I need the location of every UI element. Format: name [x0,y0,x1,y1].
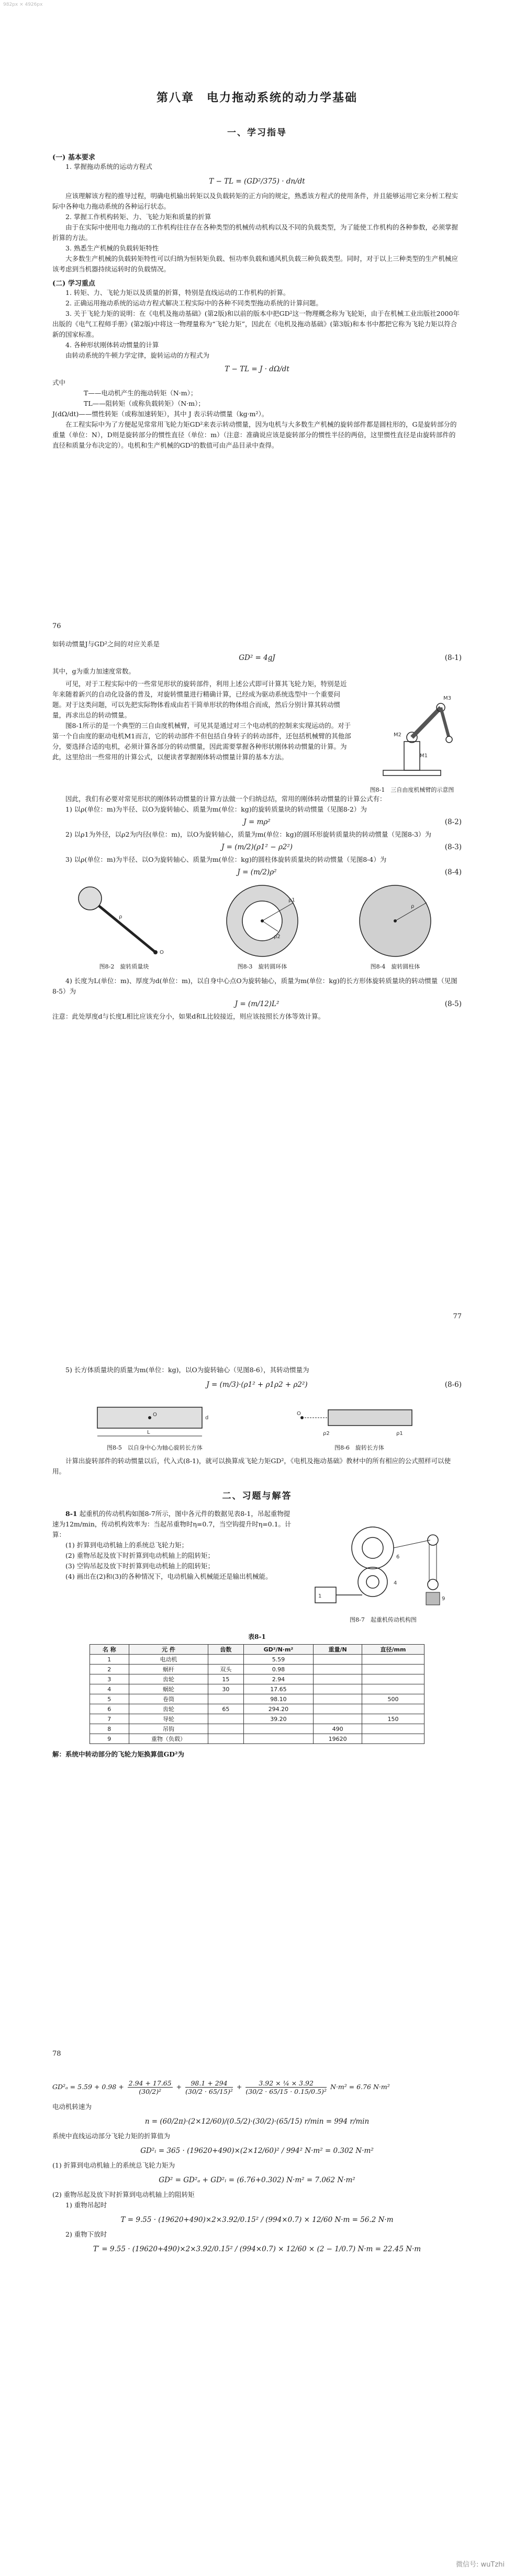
table-cell: 蜗杆 [129,1665,208,1674]
q2-label: (2) 重物吊起及放下时折算到电动机轴上的阻转矩 [52,2191,195,2198]
exercise-8-1 [52,1509,296,1540]
table-cell: 3 [90,1674,129,1684]
page-number-77: 77 [453,1313,462,1320]
table-cell: 重物（负载） [129,1734,208,1744]
table-header-cell: 元 件 [129,1645,208,1655]
table-cell: 490 [314,1724,362,1734]
paragraph-robot-1: 可见，对于工程实际中的一些常见形状的旋转部件，利用上述公式即可计算其飞轮力矩，特别是近年来随着新兴的自动化设备的普及，对旋转惯量进行精确计算，已经成为驱动系统选型中一个重要问题。对于这类问题，可以先把实际物体看成由若干简单形状的物体组合而成，然后分别计算其转动惯量，再求出总的转动惯量。 [52,680,347,719]
equation-8-4: J = (m/2)ρ² (8-4) [237,868,462,876]
paragraph-end: 计算出旋转部件的转动惯量以后，代入式(8-1)，就可以换算成飞轮力矩GD²，《电机及拖动基础》教材中的所有相应的公式照样可以使用。 [52,1457,451,1475]
table-cell: 卷筒 [129,1694,208,1704]
equation-8-6-number: (8-6) [444,1381,462,1389]
definition-J: J(dΩ/dt)——惯性转矩（或称加速转矩），其中 J 表示转动惯量（kg·m²）。 [52,410,269,418]
definition-intro: 式中 [52,379,66,386]
figure-8-3 [210,882,315,971]
linear-part-equation: GD²ₗ = 365 · (19620+490)×(2×12/60)² / 994² N·m² = 0.302 N·m² [140,2147,374,2155]
rotating-bar-drawing [292,1394,428,1441]
figure-8-7-caption: 图8-7 起重机传动机构图 [350,1616,417,1623]
figure-8-6 [292,1394,428,1452]
paragraph-1: 应该理解该方程的推导过程，明确电机输出转矩以及负载转矩的正方向的规定，熟悉该方程式的使用条件，并且能够运用它来分析工程实际中各种电力拖动系统的各种运行状态。 [52,192,459,210]
svg-text:ρ1: ρ1 [288,897,295,903]
table-cell: 9 [90,1734,129,1744]
table-cell: 98.10 [243,1694,314,1704]
table-cell [314,1704,362,1714]
table-cell [314,1655,362,1665]
figure-8-6-caption: 图8-6 旋转长方体 [334,1444,384,1451]
page-3 [21,1245,493,1998]
figure-8-2-caption: 图8-2 旋转质量块 [99,963,149,970]
item-5: 5) 长方体质量块的质量为m(单位：kg)，以O为旋转轴心（见图8-6），其转动惯量为 [65,1366,309,1374]
table-cell [243,1724,314,1734]
q2a-equation: T = 9.55 · (19620+490)×2×3.92/0.15² / (994×0.7) × 12/60 N·m = 56.2 N·m [120,2216,394,2224]
rotating-cylinder-drawing [343,882,448,960]
equation-8-6: J = (m/3)·(ρ1² + ρ1ρ2 + ρ2²) (8-6) [206,1381,462,1389]
table-cell [314,1684,362,1694]
table-row [90,1704,424,1714]
equation-newton: T − TL = J · dΩ/dt [225,365,289,373]
equation-8-1: GD² = 4gJ (8-1) [239,654,462,662]
table-header-cell: GD²/N·m² [243,1645,314,1655]
figure-8-4-caption: 图8-4 旋转圆柱体 [370,963,420,970]
focus-1: 1. 转矩、力、飞轮力矩以及质量的折算，特别是直线运动的工作机构的折算。 [65,289,290,297]
table-cell [362,1674,424,1684]
svg-text:M3: M3 [443,696,451,701]
item-4: 4) 长度为L(单位：m)、厚度为d(单位：m)，以自身中心点O为旋转轴心，质量为m(单位：kg)的长方形体旋转质量块的转动惯量（见图8-5）为 [52,977,457,995]
solution-lead: 解：系统中转动部分的飞轮力矩换算值GD²为 [52,1750,184,1758]
exercise-question-3: (3) 空钩吊起及放下时折算到电动机轴上的阻转矩； [65,1562,215,1570]
svg-text:O: O [296,1411,301,1417]
table-row [90,1655,424,1665]
q2a-label: 1) 重物吊起时 [65,2201,107,2209]
exercise-question-1: (1) 折算到电动机轴上的系统总飞轮力矩； [65,1541,188,1549]
table-row [90,1674,424,1684]
q2b-label: 2) 重物下放时 [65,2230,107,2238]
figure-8-4 [343,882,448,971]
definition-T: T——电动机产生的拖动转矩（N·m）； [84,389,197,397]
focus-4: 4. 各种形状刚体转动惯量的计算 [65,341,159,349]
table-cell: 30 [208,1684,243,1694]
table-header-cell: 直径/mm [362,1645,424,1655]
svg-text:1: 1 [318,1593,322,1599]
table-row [90,1714,424,1724]
rotating-mass-drawing [66,882,182,960]
paragraph-g: 其中，g为重力加速度常数。 [52,667,136,675]
linear-part-label: 系统中直线运动部分飞轮力矩的折算值为 [52,2132,171,2140]
svg-text:6: 6 [396,1554,400,1560]
table-cell: 6 [90,1704,129,1714]
table-cell [208,1714,243,1724]
equation-8-5: J = (m/12)L² (8-5) [234,1000,462,1008]
motor-speed-label: 电动机转速为 [52,2103,92,2111]
table-header-cell: 名 称 [90,1645,129,1655]
note: 注意：此处厚度d与长度L相比应该充分小，如果d和L比较接近，则应该按照长方体等效计算。 [52,1012,325,1020]
focus-3: 3. 关于飞轮力矩的说明：在《电机及拖动基础》(第2版)和以前的版本中把GD²这一物理概念称为飞轮矩，由于在机械工业出版社2000年出版的《电气工程师手册》(第2版)中将这一物理量称为“飞轮力矩”，因此在《电机及拖动基础》(第3版)和本书中都把它称为飞轮力矩以符合新的国家标准。 [52,310,460,338]
table-cell: 5 [90,1694,129,1704]
rotating-ring-drawing [210,882,315,960]
paragraph-robot-2: 图8-1所示的是一个典型的三自由度机械臂，可见其是通过对三个电动机的控制来实现运动的。对于第一个自由度的驱动电机M1而言，它的转动部件不但包括自身转子的转动部件，还包括机械臂的其他部分，要选择合适的电机，必须计算各部分的转动惯量，因此需要掌握各种形状刚体转动惯量的计算。为此，这里给出一些常用的计算公式，以便读者掌握刚体转动惯量计算的基本方法。 [52,722,351,761]
q1-label: (1) 折算到电动机轴上的系统总飞轮力矩为 [52,2161,175,2169]
motor-speed-equation: n = (60/2π)·(2×12/60)/(0.5/2)·(30/2)·(65/15) r/min = 994 r/min [144,2117,370,2126]
svg-text:ρ: ρ [411,904,415,909]
figure-8-3-caption: 图8-3 旋转圆环体 [237,963,287,970]
svg-text:ρ: ρ [119,914,122,920]
center-rotating-bar-drawing [87,1394,223,1441]
table-cell [314,1714,362,1724]
robot-arm-drawing [362,679,462,783]
svg-text:L: L [147,1430,150,1435]
section-title-study-guide: 一、学习指导 [227,128,287,138]
table-cell: 8 [90,1724,129,1734]
definition-TL: TL——阻转矩（或称负载转矩）（N·m）； [84,400,205,407]
exercise-text: 起重机的传动机构如图8-7所示，图中各元件的数据见表8-1，吊起重物提速为12m/min，传动机构效率为：当起吊重物时η=0.7，当空钩提升时η=0.1。计算： [52,1510,292,1538]
svg-text:O: O [160,950,164,955]
exercise-number: 8-1 [65,1510,77,1518]
page-2 [21,617,493,1239]
equation-8-3-number: (8-3) [444,843,462,851]
exercise-question-2: (2) 重物吊起及放下时折算到电动机轴上的阻转矩； [65,1552,215,1559]
table-row [90,1694,424,1704]
table-row [90,1734,424,1744]
requirement-1: 1. 掌握拖动系统的运动方程式 [65,163,152,170]
page-1 [21,31,493,612]
table-cell: 17.65 [243,1684,314,1694]
crane-mechanism-drawing [305,1509,462,1613]
paragraph-3: 大多数生产机械的负载转矩特性可以归纳为恒转矩负载、恒功率负载和通风机负载三种负载类型。同时，对于以上三种类型的生产机械应该考虑到当机器持续运转时的负载情况。 [52,255,459,273]
table-cell: 15 [208,1674,243,1684]
table-cell: 电动机 [129,1655,208,1665]
table-cell [362,1734,424,1744]
table-title: 表8-1 [248,1633,266,1640]
table-header-cell: 齿数 [208,1645,243,1655]
page-number-78: 78 [52,2050,61,2058]
table-cell [314,1694,362,1704]
svg-text:d: d [205,1415,208,1421]
svg-text:ρ2: ρ2 [274,934,281,940]
svg-text:M2: M2 [394,732,401,738]
table-cell [208,1734,243,1744]
table-cell [208,1724,243,1734]
table-cell [243,1734,314,1744]
watermark: 微信号: wuTzhi [456,2561,505,2569]
page-4 [21,2003,493,2557]
table-cell: 65 [208,1704,243,1714]
equation-8-2-number: (8-2) [444,818,462,826]
table-cell: 5.59 [243,1655,314,1665]
table-row [90,1665,424,1674]
table-cell: 吊钩 [129,1724,208,1734]
table-row [90,1684,424,1694]
section-title-exercises: 二、习题与解答 [222,1491,292,1501]
q2b-equation: T′ = 9.55 · (19620+490)×2×3.92/0.15² / (994×0.7) × 12/60 × (2 − 1/0.7) N·m = 22.45 N·m [93,2245,421,2253]
table-header-row [90,1645,424,1655]
table-cell: 齿轮 [129,1674,208,1684]
requirement-2: 2. 掌握工作机构转矩、力、飞轮力矩和质量的折算 [65,213,211,221]
paragraph-5: 在工程实际中为了方便起见常常用飞轮力矩GD²来表示转动惯量，因为电机与大多数生产机械的旋转部件都是圆柱形的，G是旋转部分的重量（单位：N），D则是旋转部分的惯性直径（单位：m）（注意：准确说应该是旋转部分的惯性半径的两倍，这里惯性直径是由旋转部件的直径和质量分布决定的）。电机和生产机械的GD²的数值可由产品目录中查得。 [52,420,457,449]
item-2: 2) 以ρ1为外径，以ρ2为内径(单位：m)，以O为旋转轴心，质量为m(单位：kg)的圆环形旋转质量块的转动惯量（见图8-3）为 [65,830,432,838]
table-cell [314,1674,362,1684]
paragraph-2: 由于在实际中使用电力拖动的工作机构往往存在各种类型的机械传动机构以及不同的负载类型，为了能使工作机构的各种参数，必须掌握折算的方法。 [52,223,459,242]
item-3: 3) 以ρ(单位：m)为半径、以O为旋转轴心、质量为m(单位：kg)的圆柱体旋转质量块的转动惯量（见图8-4）为 [65,856,387,863]
focus-2: 2. 正确运用拖动系统的运动方程式解决工程实际中的各种不同类型拖动系统的计算问题。 [65,299,322,307]
table-cell: 4 [90,1684,129,1694]
table-cell [208,1694,243,1704]
table-cell [362,1704,424,1714]
figure-8-1 [362,679,462,794]
svg-text:M1: M1 [420,753,428,759]
svg-text:ρ2: ρ2 [322,1431,330,1437]
svg-text:4: 4 [394,1580,397,1586]
table-cell: 2 [90,1665,129,1674]
equation-8-5-number: (8-5) [444,1000,462,1008]
table-row [90,1724,424,1734]
table-cell: 150 [362,1714,424,1724]
figure-8-5 [87,1394,223,1452]
table-cell: 导轮 [129,1714,208,1724]
figure-8-5-caption: 图8-5 以自身中心为轴心旋转长方体 [107,1444,203,1451]
jgd-intro: 如转动惯量J与GD²之间的对应关系是 [52,640,160,648]
item-1: 1) 以ρ(单位：m)为半径、以O为旋转轴心、质量为m(单位：kg)的旋转质量块的转动惯量（见图8-2）为 [65,805,367,813]
figure-8-2 [66,882,182,971]
table-cell [208,1655,243,1665]
table-cell: 294.20 [243,1704,314,1714]
figure-8-7 [305,1509,462,1624]
table-cell: 齿轮 [129,1704,208,1714]
equation-8-3: J = (m/2)(ρ1² − ρ2²) (8-3) [221,843,462,851]
table-cell: 2.94 [243,1674,314,1684]
table-cell [314,1665,362,1674]
table-cell: 7 [90,1714,129,1724]
table-header-cell: 重量/N [314,1645,362,1655]
paragraph-list-intro: 因此，我们有必要对常见形状的刚体转动惯量的计算方法做一个归纳总结，常用的刚体转动惯量的计算公式有： [65,795,386,803]
paragraph-4: 由转动系统的牛顿力学定律，旋转运动的方程式为 [65,351,210,359]
table-cell [362,1665,424,1674]
table-cell [362,1655,424,1665]
svg-text:O: O [152,1412,157,1418]
table-cell: 双头 [208,1665,243,1674]
chapter-title: 第八章 电力拖动系统的动力学基础 [156,91,357,105]
requirement-3: 3. 熟悉生产机械的负载转矩特性 [65,244,159,252]
table-cell: 1 [90,1655,129,1665]
table-cell [362,1684,424,1694]
table-cell: 500 [362,1694,424,1704]
basic-requirements-heading: (一) 基本要求 [52,154,95,162]
equation-8-4-number: (8-4) [444,868,462,876]
table-cell: 39.20 [243,1714,314,1724]
focus-heading: (二) 学习重点 [52,280,95,288]
equation-motion: T − TL = (GD²/375) · dn/dt [209,177,305,186]
table-cell: 19620 [314,1734,362,1744]
equation-8-2: J = mρ² (8-2) [243,818,462,826]
table-cell: 蜗轮 [129,1684,208,1694]
figure-8-1-caption: 图8-1 三自由度机械臂的示意图 [370,787,454,793]
header-size-label: 982px × 4926px [3,2,43,7]
gd-equation: GD²ₐ = 5.59 + 0.98 + $\frac{2.94 + 17.65}{\text{(30/2)²}}$ + $\frac{98.1 + 294}{\text{(30/2 · 65/15)²}}$ + $\frac{\text{3.92 × ¼ × 3.92}}{\text{(30/2 · 65/15 · 0.15/0.5)²}}$ N·m² = 6.76 N·m² [52,2079,390,2095]
data-table [90,1644,424,1744]
page-number-76: 76 [52,622,61,630]
exercise-question-4: (4) 画出在(2)和(3)的各种情况下，电动机输入机械能还是输出机械能。 [65,1572,272,1580]
svg-text:9: 9 [442,1596,445,1602]
svg-text:ρ1: ρ1 [396,1431,403,1437]
table-cell: 0.98 [243,1665,314,1674]
table-cell [362,1724,424,1734]
q1-equation: GD² = GD²ₐ + GD²ₗ = (6.76+0.302) N·m² = 7.062 N·m² [159,2176,355,2184]
equation-8-1-number: (8-1) [444,654,462,662]
